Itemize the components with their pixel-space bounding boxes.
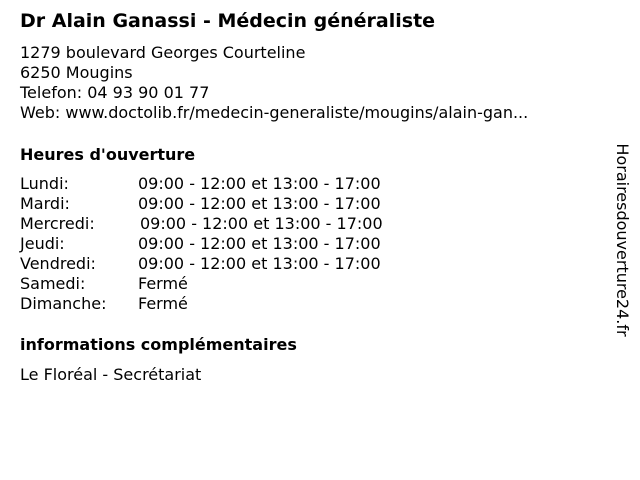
site-watermark: Horairesdouverture24.fr <box>613 143 632 337</box>
hours-value: 09:00 - 12:00 et 13:00 - 17:00 <box>138 234 381 253</box>
hours-value: 09:00 - 12:00 et 13:00 - 17:00 <box>138 174 381 193</box>
hours-row-wednesday <box>20 214 440 234</box>
hours-row-sunday <box>20 294 440 314</box>
day-label: Mardi: <box>20 194 70 213</box>
hours-row-monday <box>20 174 440 194</box>
street-address: 1279 boulevard Georges Courteline <box>20 43 306 62</box>
address-block <box>20 43 528 123</box>
hours-row-friday <box>20 254 440 274</box>
hours-row-saturday <box>20 274 440 294</box>
hours-value: Fermé <box>138 294 188 313</box>
day-label: Lundi: <box>20 174 69 193</box>
day-label: Jeudi: <box>20 234 65 253</box>
hours-row-thursday <box>20 234 440 254</box>
additional-info-text: Le Floréal - Secrétariat <box>20 365 202 384</box>
hours-row-tuesday <box>20 194 440 214</box>
hours-value: 09:00 - 12:00 et 13:00 - 17:00 <box>138 194 381 213</box>
hours-value: 09:00 - 12:00 et 13:00 - 17:00 <box>140 214 383 233</box>
page-title: Dr Alain Ganassi - Médecin généraliste <box>20 10 436 32</box>
opening-hours-heading: Heures d'ouverture <box>20 145 196 164</box>
hours-value: 09:00 - 12:00 et 13:00 - 17:00 <box>138 254 381 273</box>
day-label: Vendredi: <box>20 254 96 273</box>
day-label: Mercredi: <box>20 214 95 233</box>
website-link: Web: www.doctolib.fr/medecin-generaliste/mougins/alain-gan... <box>20 103 529 122</box>
day-label: Dimanche: <box>20 294 107 313</box>
additional-info-heading: informations complémentaires <box>20 335 297 354</box>
city: 6250 Mougins <box>20 63 133 82</box>
day-label: Samedi: <box>20 274 86 293</box>
hours-value: Fermé <box>138 274 188 293</box>
opening-hours-table <box>20 174 440 314</box>
phone-number: Telefon: 04 93 90 01 77 <box>20 83 210 102</box>
